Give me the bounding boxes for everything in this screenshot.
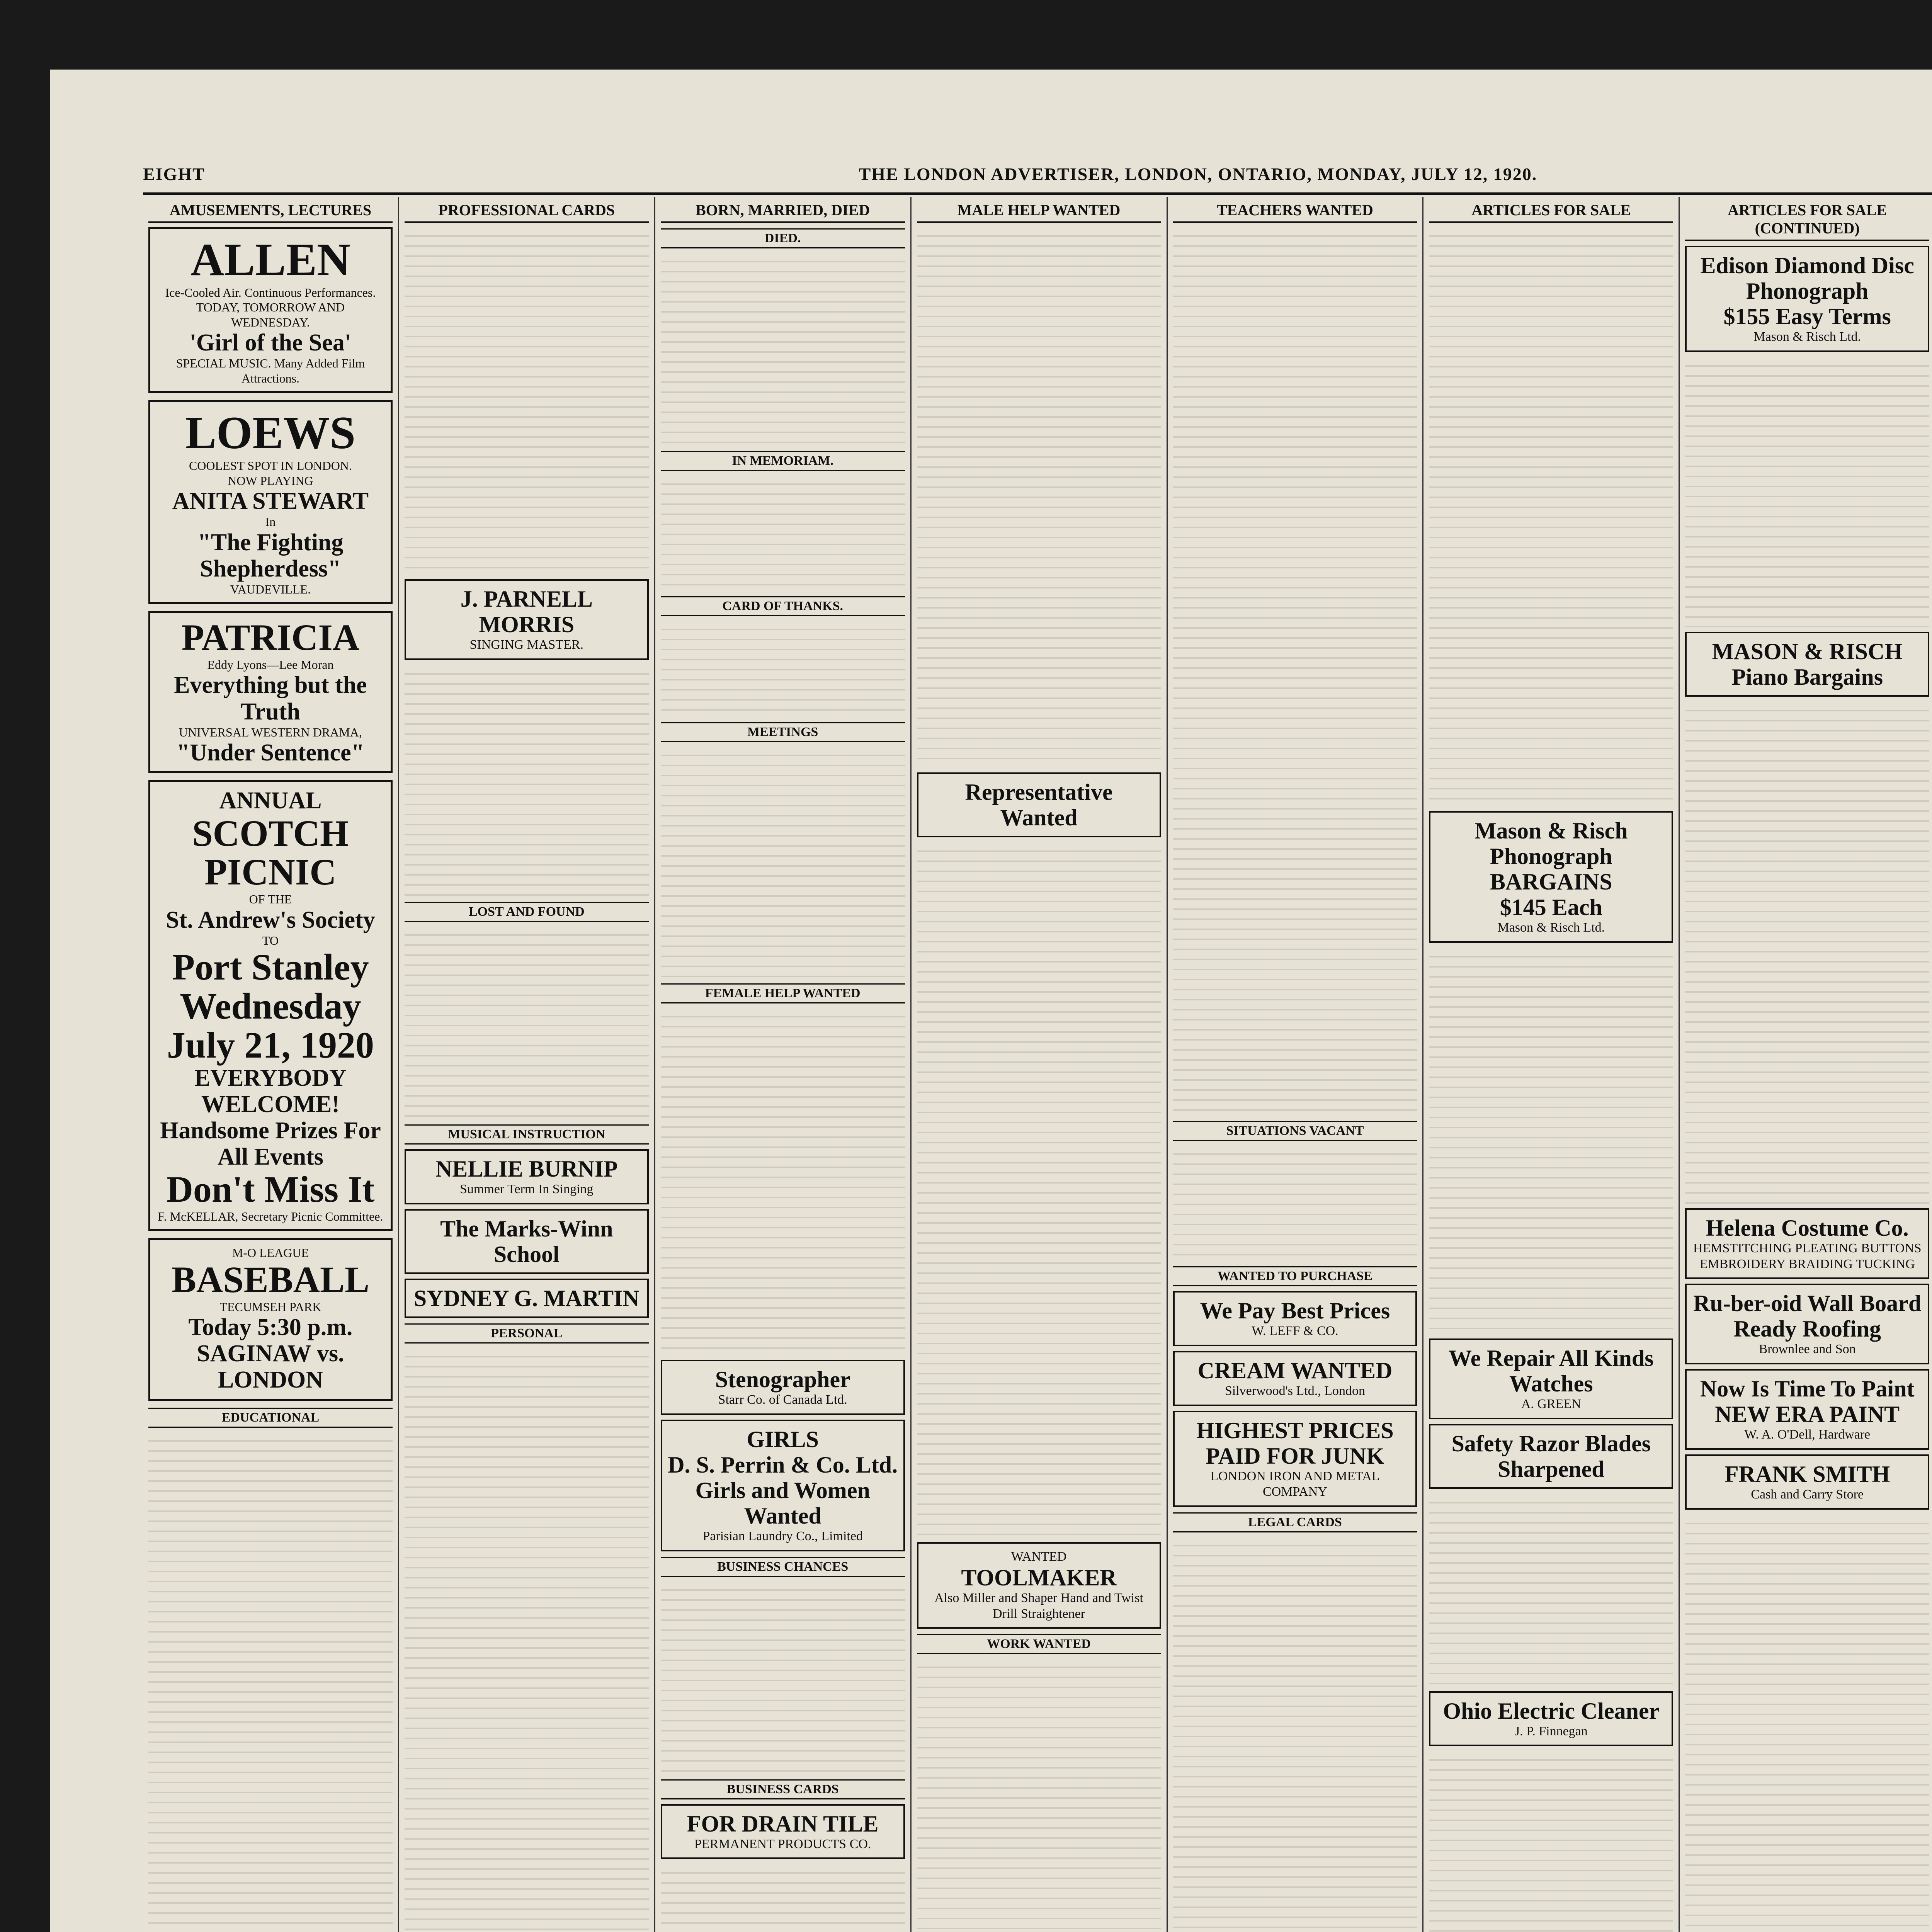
ad-burnip: NELLIE BURNIP Summer Term In Singing — [405, 1149, 649, 1204]
ad-edison: Edison Diamond Disc Phonograph $155 Easy Terms Mason & Risch Ltd. — [1685, 246, 1929, 352]
ad-marks-winn: The Marks-Winn School — [405, 1209, 649, 1274]
ad-girls: GIRLS D. S. Perrin & Co. Ltd. Girls and Women Wanted Parisian Laundry Co., Limited — [661, 1420, 905, 1551]
heading-born: BORN, MARRIED, DIED — [661, 201, 905, 223]
ad-ruberoid: Ru-ber-oid Wall Board Ready Roofing Brownlee and Son — [1685, 1284, 1929, 1364]
ad-patricia: PATRICIA Eddy Lyons—Lee Moran Everything but the Truth UNIVERSAL WESTERN DRAMA, "Under Sentence" — [148, 611, 393, 773]
ad-mason-piano: MASON & RISCH Piano Bargains — [1685, 632, 1929, 697]
columns — [143, 197, 1932, 1932]
ad-phonograph: Mason & Risch Phonograph BARGAINS $145 Each Mason & Risch Ltd. — [1429, 811, 1673, 943]
ad-best-prices: We Pay Best Prices W. LEFF & CO. — [1173, 1291, 1417, 1346]
ad-ohio: Ohio Electric Cleaner J. P. Finnegan — [1429, 1691, 1673, 1747]
heading-amusements: AMUSEMENTS, LECTURES — [148, 201, 393, 223]
heading-personal: PERSONAL — [405, 1323, 649, 1344]
heading-professional: PROFESSIONAL CARDS — [405, 201, 649, 223]
heading-for-sale: ARTICLES FOR SALE — [1429, 201, 1673, 223]
ad-cream: CREAM WANTED Silverwood's Ltd., London — [1173, 1351, 1417, 1406]
ad-helena: Helena Costume Co. HEMSTITCHING PLEATING BUTTONS EMBROIDERY BRAIDING TUCKING — [1685, 1208, 1929, 1279]
ad-drain-tile: FOR DRAIN TILE PERMANENT PRODUCTS CO. — [661, 1804, 905, 1859]
heading-educational: EDUCATIONAL — [148, 1408, 393, 1428]
heading-male-help: MALE HELP WANTED — [917, 201, 1161, 223]
paper-title: THE LONDON ADVERTISER, LONDON, ONTARIO, MONDAY, JULY 12, 1920. — [859, 164, 1537, 184]
column-amusements — [143, 197, 399, 1932]
ad-razor: Safety Razor Blades Sharpened — [1429, 1424, 1673, 1489]
column-for-sale-cont — [1680, 197, 1932, 1932]
ad-morris: J. PARNELL MORRIS SINGING MASTER. — [405, 579, 649, 660]
ad-baseball: M-O LEAGUE BASEBALL TECUMSEH PARK Today 5:30 p.m. SAGINAW vs. LONDON — [148, 1238, 393, 1400]
masthead — [143, 158, 1932, 189]
ad-stenographer: Stenographer Starr Co. of Canada Ltd. — [661, 1360, 905, 1415]
newspaper-page — [50, 70, 1932, 1932]
masthead-rule — [143, 192, 1932, 195]
heading-lost-found: LOST AND FOUND — [405, 902, 649, 922]
ad-scotch-picnic: ANNUAL SCOTCH PICNIC OF THE St. Andrew's Society TO Port Stanley Wednesday July 21, 1920 EVERYBODY WELCOME! Handsome Prizes For All Events Don't Miss It F. McKELLAR, Secretary Picnic Committee. — [148, 780, 393, 1231]
ad-representative: Representative Wanted — [917, 772, 1161, 837]
ad-allen: ALLEN Ice-Cooled Air. Continuous Performances. TODAY, TOMORROW AND WEDNESDAY. 'Girl of the Sea' SPECIAL MUSIC. Many Added Film Attractions. — [148, 227, 393, 393]
column-born: BORN, MARRIED, DIED DIED. IN MEMORIAM. CARD OF THANKS. MEETINGS FEMALE HELP WANTED Stenographer Starr Co. of Canada Ltd. GIRLS D. S. Perrin & Co. Ltd. Girls and Women Wanted Parisian Laundry Co., Limited BUSINESS CHANCES BUSINESS CARDS FOR DRAIN TILE PERMANENT PRODUCTS CO. — [655, 197, 912, 1932]
ad-paint: Now Is Time To Paint NEW ERA PAINT W. A. O'Dell, Hardware — [1685, 1369, 1929, 1450]
column-male-help: MALE HELP WANTED Representative Wanted WANTED TOOLMAKER Also Miller and Shaper Hand and Twist Drill Straightener WORK WANTED — [912, 197, 1168, 1932]
ad-repair: We Repair All Kinds Watches A. GREEN — [1429, 1338, 1673, 1419]
ad-junk: HIGHEST PRICES PAID FOR JUNK LONDON IRON AND METAL COMPANY — [1173, 1411, 1417, 1507]
column-professional — [399, 197, 655, 1932]
heading-teachers: TEACHERS WANTED — [1173, 201, 1417, 223]
column-teachers: TEACHERS WANTED SITUATIONS VACANT WANTED TO PURCHASE We Pay Best Prices W. LEFF & CO. CREAM WANTED Silverwood's Ltd., London HIGHEST PRICES PAID FOR JUNK LONDON IRON AND METAL COMPANY LEGAL CARDS — [1168, 197, 1424, 1932]
page-number: EIGHT — [143, 164, 205, 184]
ad-loews: LOEWS COOLEST SPOT IN LONDON. NOW PLAYING ANITA STEWART In "The Fighting Shepherdess" VAUDEVILLE. — [148, 400, 393, 604]
column-for-sale — [1423, 197, 1680, 1932]
ad-toolmaker: WANTED TOOLMAKER Also Miller and Shaper Hand and Twist Drill Straightener — [917, 1542, 1161, 1629]
ad-martin: SYDNEY G. MARTIN — [405, 1279, 649, 1318]
ad-frank-smith: FRANK SMITH Cash and Carry Store — [1685, 1454, 1929, 1510]
heading-for-sale-cont: ARTICLES FOR SALE (CONTINUED) — [1685, 201, 1929, 241]
heading-musical: MUSICAL INSTRUCTION — [405, 1124, 649, 1145]
